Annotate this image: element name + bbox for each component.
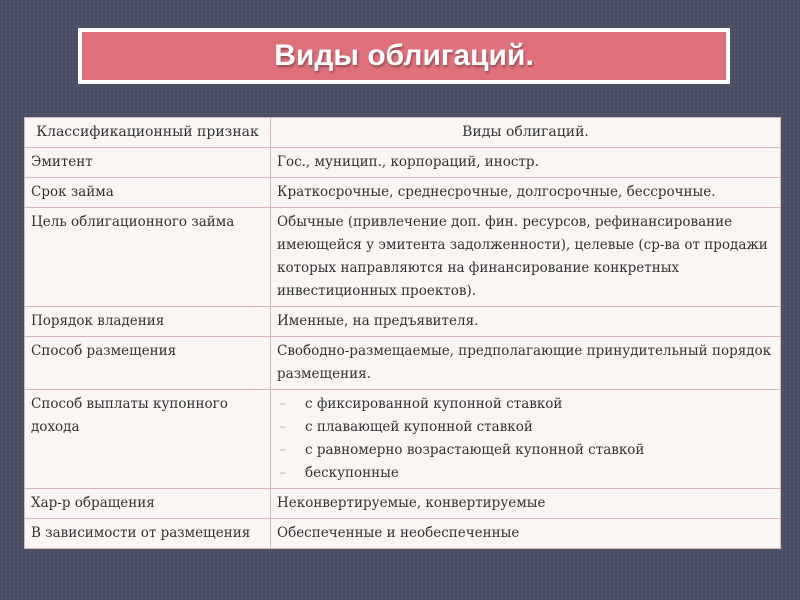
row-types: Обычные (привлечение доп. фин. ресурсов, рефинансирование имеющейся у эмитента задолженности), целевые (ср-ва от продажи которых направляются на финансирование конкретных инвестиционных проектов).	[271, 208, 781, 307]
table-row	[25, 390, 781, 489]
list-item: – с плавающей купонной ставкой	[305, 416, 774, 439]
table-row	[25, 148, 781, 178]
row-feature: Способ выплаты купонного дохода	[25, 390, 271, 489]
row-feature: Порядок владения	[25, 307, 271, 337]
list-item: – с равномерно возрастающей купонной ставкой	[305, 439, 774, 462]
row-types: Свободно-размещаемые, предполагающие принудительный порядок размещения.	[271, 337, 781, 390]
row-types: Неконвертируемые, конвертируемые	[271, 489, 781, 519]
row-feature: Срок займа	[25, 178, 271, 208]
list-item: – с фиксированной купонной ставкой	[305, 393, 774, 416]
table-row	[25, 519, 781, 549]
row-feature: В зависимости от размещения	[25, 519, 271, 549]
table-row	[25, 178, 781, 208]
header-types: Виды облигаций.	[271, 118, 781, 148]
table-row	[25, 307, 781, 337]
table-row	[25, 337, 781, 390]
row-types: Именные, на предъявителя.	[271, 307, 781, 337]
row-types: Обеспеченные и необеспеченные	[271, 519, 781, 549]
table-row	[25, 208, 781, 307]
title-banner	[78, 28, 730, 84]
table-header-row	[25, 118, 781, 148]
table-row	[25, 489, 781, 519]
row-feature: Эмитент	[25, 148, 271, 178]
header-feature: Классификационный признак	[25, 118, 271, 148]
row-types	[271, 390, 781, 489]
bond-types-table	[24, 117, 781, 549]
row-feature: Цель облигационного займа	[25, 208, 271, 307]
row-feature: Способ размещения	[25, 337, 271, 390]
list-item: – бескупонные	[305, 462, 774, 485]
coupon-list	[277, 393, 774, 485]
row-types: Гос., муницип., корпораций, иностр.	[271, 148, 781, 178]
row-feature: Хар-р обращения	[25, 489, 271, 519]
row-types: Краткосрочные, среднесрочные, долгосрочные, бессрочные.	[271, 178, 781, 208]
page-title: Виды облигаций.	[274, 39, 534, 72]
